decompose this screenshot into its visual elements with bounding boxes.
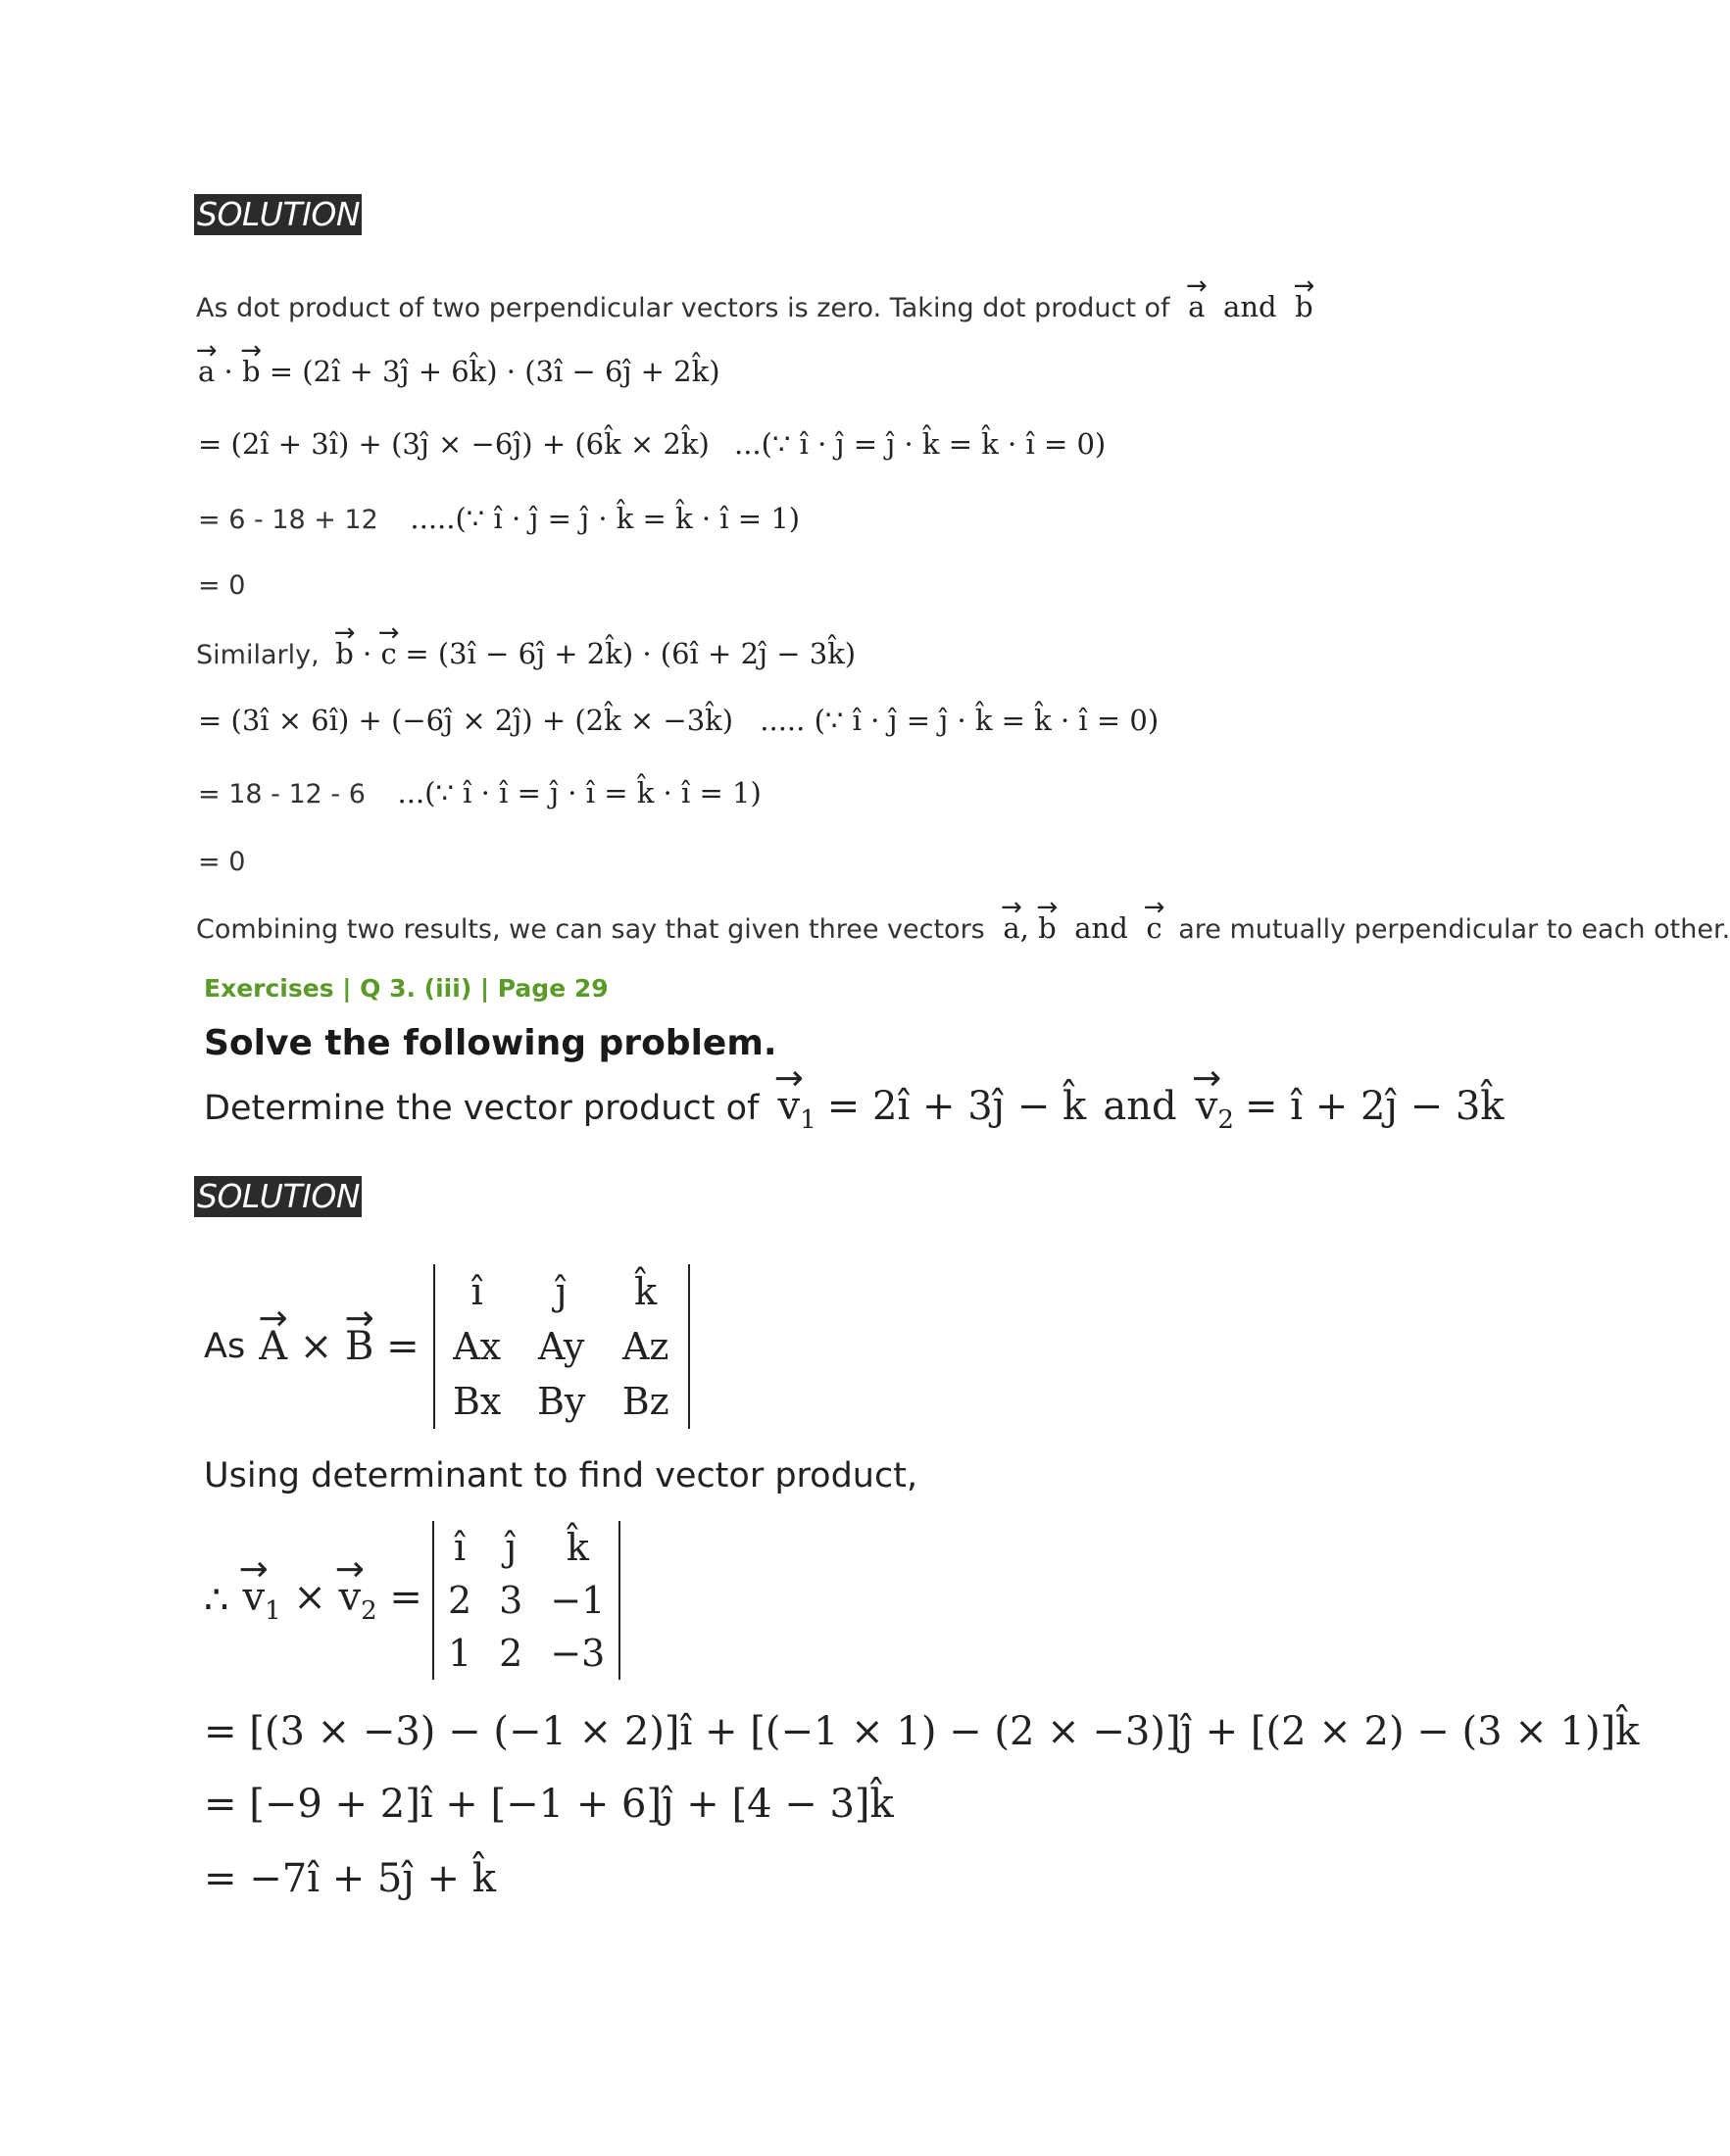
vector-B: → B	[345, 1324, 373, 1369]
as-label: As	[204, 1327, 246, 1366]
vector-a: → a	[1188, 290, 1205, 323]
equation-6-note: ..... (∵ î · ĵ = ĵ · k̂ = k̂ · î = 0)	[760, 704, 1160, 737]
and-word: and	[1103, 1084, 1177, 1129]
vector-c: → c	[1146, 911, 1162, 945]
vector-b: → b	[242, 355, 261, 388]
det-cell: 2	[447, 1579, 472, 1622]
problem-text-line: Determine the vector product of → $v_1$ = 2î + 3ĵ − k̂ and → $v_2$ = î + 2ĵ − 3k̂	[204, 1084, 1505, 1135]
equation-8: = 0	[198, 847, 246, 877]
vector-v1: → v	[242, 1575, 265, 1620]
equation-4: = 0	[198, 570, 246, 601]
result-step-2: = [−9 + 2]î + [−1 + 6]ĵ + [4 − 3]k̂	[204, 1782, 894, 1827]
exercise-link[interactable]: Exercises | Q 3. (iii) | Page 29	[204, 974, 609, 1003]
j-hat: ĵ	[505, 1526, 518, 1569]
solution-badge: SOLUTION	[194, 194, 362, 235]
det-cell: 1	[447, 1632, 472, 1675]
vector-b: → b	[1038, 911, 1057, 945]
i-hat: î	[453, 1526, 467, 1569]
equation-7-expr: = 18 - 12 - 6	[198, 779, 366, 809]
vector-v1: → v	[778, 1084, 801, 1129]
equation-5: Similarly, → b · → c = (3î − 6ĵ + 2k̂) · (6î + 2ĵ − 3k̂)	[196, 637, 856, 670]
equation-2-note: ...(∵ î · ĵ = ĵ · k̂ = k̂ · î = 0)	[733, 427, 1107, 461]
therefore-symbol: ∴	[204, 1578, 229, 1623]
problem-v1-expr: = 2î + 3ĵ − k̂	[826, 1084, 1087, 1129]
k-hat: k̂	[566, 1526, 589, 1569]
problem-text: Determine the vector product of	[204, 1089, 760, 1128]
det-cell: Bz	[621, 1380, 669, 1423]
solution-badge: SOLUTION	[194, 1176, 362, 1217]
det-cell: 3	[499, 1579, 523, 1622]
using-determinant-text: Using determinant to find vector product,	[204, 1456, 918, 1495]
det-cell: 2	[499, 1632, 523, 1675]
determinant-general	[433, 1264, 690, 1429]
i-hat: î	[470, 1270, 483, 1313]
equation-3	[198, 502, 800, 535]
vector-b: → b	[335, 637, 354, 670]
equation-2	[198, 427, 1106, 461]
vector-v2: → v	[1196, 1084, 1218, 1129]
equation-1-expr: = (2î + 3ĵ + 6k̂) · (3î − 6ĵ + 2k̂)	[269, 355, 720, 388]
equation-6-expr: = (3î × 6î) + (−6ĵ × 2ĵ) + (2k̂ × −3k̂)	[198, 704, 734, 737]
intro-text: As dot product of two perpendicular vectors is zero. Taking dot product of	[196, 293, 1170, 323]
equation-5-expr: = (3î − 6ĵ + 2k̂) · (6î + 2ĵ − 3k̂)	[405, 637, 857, 670]
result-final: = −7î + 5ĵ + k̂	[204, 1856, 496, 1901]
vector-A: → A	[259, 1324, 287, 1369]
equation-1: → a · → b = (2î + 3ĵ + 6k̂) · (3î − 6ĵ + 2k̂)	[198, 355, 720, 388]
combining-pre: Combining two results, we can say that given three vectors	[196, 914, 985, 945]
vector-a: → a	[198, 355, 215, 388]
det-cell: Ay	[537, 1325, 585, 1368]
equation-7-note: ...(∵ î · î = ĵ · î = k̂ · î = 1)	[397, 776, 762, 809]
equation-2-expr: = (2î + 3î) + (3ĵ × −6ĵ) + (6k̂ × 2k̂)	[198, 427, 710, 461]
similarly-label: Similarly,	[196, 640, 320, 670]
vector-v2: → v	[339, 1575, 362, 1620]
vector-c: → c	[380, 637, 396, 670]
determinant-values	[432, 1521, 620, 1680]
result-step-1: = [(3 × −3) − (−1 × 2)]î + [(−1 × 1) − (2 × −3)]ĵ + [(2 × 2) − (3 × 1)]k̂	[204, 1709, 1640, 1754]
and-word: and	[1074, 911, 1128, 945]
equation-6	[198, 704, 1159, 737]
cross-product-definition: As → A × → B = î ĵ k̂ Ax Ay Az Bx By Bz	[204, 1264, 690, 1429]
equation-3-expr: = 6 - 18 + 12	[198, 505, 378, 535]
combining-post: are mutually perpendicular to each other.	[1178, 914, 1730, 945]
det-cell: −1	[550, 1579, 606, 1622]
det-cell: By	[536, 1380, 586, 1423]
det-cell: Ax	[453, 1325, 502, 1368]
problem-heading: Solve the following problem.	[204, 1023, 777, 1063]
vector-a: → a	[1003, 911, 1019, 945]
intro-line	[196, 290, 1313, 323]
and-word: and	[1223, 290, 1277, 323]
k-hat: k̂	[634, 1270, 658, 1313]
det-cell: Bx	[452, 1380, 502, 1423]
problem-v2-expr: = î + 2ĵ − 3k̂	[1245, 1084, 1505, 1129]
combining-line: Combining two results, we can say that given three vectors → a, → b and → c are mutually perpendicular to each other.	[196, 911, 1730, 945]
equation-3-note: .....(∵ î · ĵ = ĵ · k̂ = k̂ · î = 1)	[410, 502, 801, 535]
equation-7	[198, 776, 762, 809]
cross-product-computation: ∴ → $v_1$ × → $v_2$ = î ĵ k̂ 2 3 −1 1 2 −3	[204, 1521, 620, 1680]
j-hat: ĵ	[555, 1270, 568, 1313]
det-cell: Az	[621, 1325, 669, 1368]
det-cell: −3	[550, 1632, 606, 1675]
vector-b: → b	[1295, 290, 1313, 323]
